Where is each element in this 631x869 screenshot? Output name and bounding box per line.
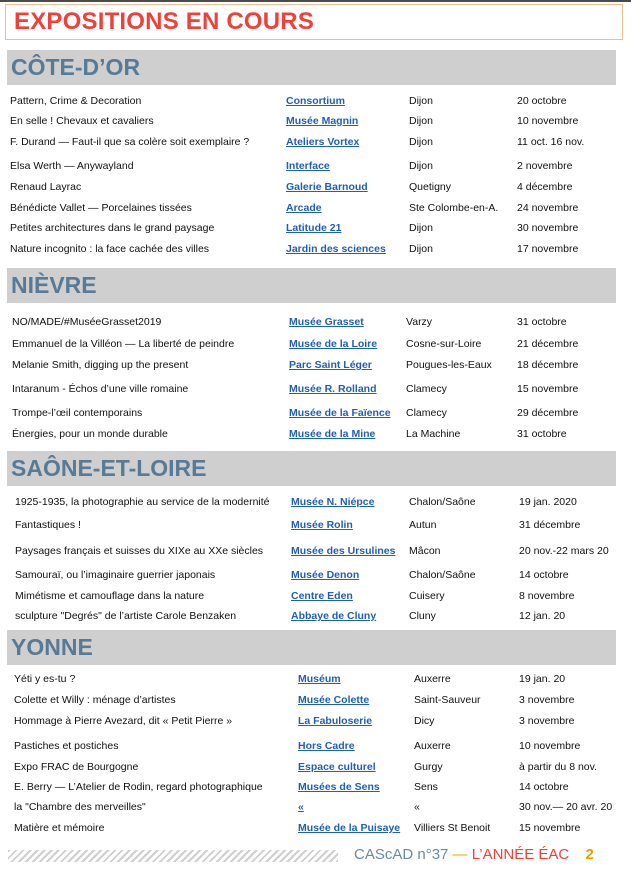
city: Dijon — [409, 136, 433, 148]
exhibition-row — [0, 691, 631, 709]
end-date: 10 novembre — [519, 740, 581, 752]
city: Dijon — [409, 243, 433, 255]
section-title: NIÈVRE — [11, 272, 97, 298]
city: Chalon/Saône — [409, 496, 476, 508]
venue-link[interactable]: Musée de la Faïence — [289, 407, 391, 419]
exhibition-title: Emmanuel de la Villéon — La liberté de peindre — [12, 338, 235, 350]
end-date: 11 oct. 16 nov. — [517, 136, 585, 148]
end-date: 17 novembre — [517, 243, 579, 255]
venue-link[interactable]: Ateliers Vortex — [286, 136, 360, 148]
city: Dijon — [409, 115, 433, 127]
exhibition-row — [0, 380, 631, 398]
city: Auxerre — [414, 673, 451, 685]
venue-link[interactable]: Musée Rolin — [291, 519, 353, 531]
venue-link[interactable]: Arcade — [286, 202, 322, 214]
city: Saint-Sauveur — [414, 694, 481, 706]
venue-link[interactable]: Musée de la Mine — [289, 428, 376, 440]
end-date: 19 jan. 20 — [519, 673, 566, 685]
top-rule — [0, 0, 631, 2]
venue-link[interactable]: Musée R. Rolland — [289, 383, 377, 395]
city: Cosne-sur-Loire — [406, 338, 482, 350]
end-date: 3 novembre — [519, 715, 575, 727]
exhibition-title: NO/MADE/#MuséeGrasset2019 — [12, 316, 162, 328]
exhibition-row — [0, 313, 631, 331]
exhibition-row — [0, 670, 631, 688]
exhibition-row — [0, 737, 631, 755]
exhibition-title: Pastiches et postiches — [14, 740, 119, 752]
end-date: 14 octobre — [519, 569, 569, 581]
venue-link[interactable]: Interface — [286, 160, 330, 172]
city: Villiers St Benoit — [414, 822, 491, 834]
section-title: YONNE — [11, 634, 93, 660]
exhibition-row — [0, 157, 631, 175]
city: « — [414, 801, 420, 813]
city: Dijon — [409, 222, 433, 234]
venue-link[interactable]: Espace culturel — [298, 761, 376, 773]
exhibition-row — [0, 240, 631, 258]
exhibition-title: Mimétisme et camouflage dans la nature — [15, 590, 205, 602]
exhibition-title: Samouraï, ou l’imaginaire guerrier japonais — [15, 569, 216, 581]
end-date: 29 décembre — [517, 407, 579, 419]
section-title: SAÔNE-ET-LOIRE — [11, 455, 207, 481]
exhibition-row — [0, 542, 631, 560]
exhibition-row — [0, 112, 631, 130]
venue-link[interactable]: Latitude 21 — [286, 222, 342, 234]
exhibition-row — [0, 133, 631, 151]
venue-link[interactable]: Consortium — [286, 95, 345, 107]
end-date: 31 décembre — [519, 519, 581, 531]
footer-magazine: CAScAD n°37 — [354, 846, 449, 863]
city: Clamecy — [406, 407, 447, 419]
footer — [354, 846, 594, 863]
end-date: 3 novembre — [519, 694, 575, 706]
venue-link[interactable]: Hors Cadre — [298, 740, 355, 752]
city: Cuisery — [409, 590, 445, 602]
exhibition-row — [0, 712, 631, 730]
end-date: 10 novembre — [517, 115, 579, 127]
page-title: EXPOSITIONS EN COURS — [14, 8, 315, 35]
exhibition-title: Fantastiques ! — [15, 519, 81, 531]
footer-page-number: 2 — [585, 846, 594, 863]
exhibition-title: Renaud Layrac — [10, 181, 82, 193]
exhibition-title: En selle ! Chevaux et cavaliers — [10, 115, 154, 127]
exhibition-title: Énergies, pour un monde durable — [12, 428, 168, 440]
city: Gurgy — [414, 761, 443, 773]
section-header — [7, 268, 616, 303]
city: La Machine — [406, 428, 461, 440]
exhibition-title: E. Berry — L’Atelier de Rodin, regard photographique — [14, 781, 263, 793]
exhibition-title: la "Chambre des merveilles" — [14, 801, 146, 813]
exhibition-title: F. Durand — Faut-il que sa colère soit exemplaire ? — [10, 136, 250, 148]
venue-link[interactable]: Musée Magnin — [286, 115, 359, 127]
exhibition-title: Bénédicte Vallet — Porcelaines tissées — [10, 202, 192, 214]
exhibition-title: Nature incognito : la face cachée des villes — [10, 243, 210, 255]
exhibition-title: Hommage à Pierre Avezard, dit « Petit Pierre » — [14, 715, 233, 727]
end-date: 15 novembre — [519, 822, 581, 834]
city: Autun — [409, 519, 437, 531]
end-date: 12 jan. 20 — [519, 610, 566, 622]
exhibition-row — [0, 335, 631, 353]
end-date: 15 novembre — [517, 383, 579, 395]
city: Quetigny — [409, 181, 452, 193]
end-date: 30 novembre — [517, 222, 579, 234]
venue-link[interactable]: Abbaye de Cluny — [291, 610, 377, 622]
exhibition-title: sculpture "Degrés" de l’artiste Carole Benzaken — [15, 610, 237, 622]
venue-link[interactable]: Musée Grasset — [289, 316, 364, 328]
footer-hatch-pattern — [8, 850, 338, 862]
end-date: 8 novembre — [519, 590, 575, 602]
end-date: 20 octobre — [517, 95, 567, 107]
end-date: 20 nov.-22 mars 20 — [519, 545, 609, 557]
exhibition-row — [0, 758, 631, 776]
city: Dijon — [409, 95, 433, 107]
exhibition-row — [0, 356, 631, 374]
venue-link[interactable]: La Fabuloserie — [298, 715, 373, 727]
exhibition-title: Yéti y es-tu ? — [14, 673, 76, 685]
exhibition-title: 1925-1935, la photographie au service de la modernité — [15, 496, 270, 508]
end-date: 21 décembre — [517, 338, 579, 350]
exhibition-row — [0, 425, 631, 443]
end-date: 31 octobre — [517, 316, 567, 328]
title-box — [5, 4, 623, 40]
city: Pougues-les-Eaux — [406, 359, 492, 371]
venue-link[interactable]: Musée N. Niépce — [291, 496, 375, 508]
footer-issue-title: L’ANNÉE ÉAC — [471, 846, 570, 863]
exhibition-row — [0, 92, 631, 110]
venue-link[interactable]: Musée de la Puisaye — [298, 822, 401, 834]
exhibition-row — [0, 587, 631, 605]
city: Auxerre — [414, 740, 451, 752]
venue-link[interactable]: Musée Denon — [291, 569, 360, 581]
exhibition-title: Petites architectures dans le grand paysage — [10, 222, 215, 234]
venue-link[interactable]: Musée des Ursulines — [291, 545, 396, 557]
section-header — [7, 630, 616, 665]
city: Ste Colombe-en-A. — [409, 202, 499, 214]
section-title: CÔTE-D’OR — [11, 54, 141, 80]
exhibition-title: Elsa Werth — Anywayland — [10, 160, 134, 172]
venue-link[interactable]: Jardin des sciences — [286, 243, 386, 255]
section-header — [7, 50, 616, 85]
city: Varzy — [406, 316, 433, 328]
end-date: 2 novembre — [517, 160, 573, 172]
exhibition-row — [0, 516, 631, 534]
venue-link[interactable]: Galerie Barnoud — [286, 181, 368, 193]
venue-link[interactable]: « — [298, 801, 304, 813]
end-date: 31 octobre — [517, 428, 567, 440]
end-date: 30 nov.— 20 avr. 20 — [519, 801, 613, 813]
exhibition-row — [0, 178, 631, 196]
exhibition-title: Melanie Smith, digging up the present — [12, 359, 189, 371]
exhibition-title: Intaranum - Échos d’une ville romaine — [12, 383, 189, 395]
exhibition-title: Expo FRAC de Bourgogne — [14, 761, 139, 773]
end-date: à partir du 8 nov. — [519, 761, 598, 773]
city: Dicy — [414, 715, 435, 727]
end-date: 24 novembre — [517, 202, 579, 214]
venue-link[interactable]: Musées de Sens — [298, 781, 380, 793]
exhibition-title: Trompe-l’œil contemporains — [12, 407, 143, 419]
footer-dash: — — [452, 846, 468, 863]
venue-link[interactable]: Muséum — [298, 673, 341, 685]
end-date: 14 octobre — [519, 781, 569, 793]
city: Dijon — [409, 160, 433, 172]
exhibition-row — [0, 219, 631, 237]
exhibition-row — [0, 566, 631, 584]
section-header — [7, 451, 616, 486]
exhibition-title: Matière et mémoire — [14, 822, 105, 834]
end-date: 4 décembre — [517, 181, 573, 193]
exhibition-row — [0, 798, 631, 816]
exhibition-row — [0, 778, 631, 796]
city: Cluny — [409, 610, 436, 622]
exhibition-title: Pattern, Crime & Decoration — [10, 95, 142, 107]
exhibition-title: Paysages français et suisses du XIXe au XXe siècles — [15, 545, 264, 557]
venue-link[interactable]: Musée Colette — [298, 694, 370, 706]
city: Chalon/Saône — [409, 569, 476, 581]
venue-link[interactable]: Parc Saint Léger — [289, 359, 372, 371]
exhibition-title: Colette et Willy : ménage d’artistes — [14, 694, 176, 706]
exhibition-row — [0, 819, 631, 837]
end-date: 19 jan. 2020 — [519, 496, 577, 508]
city: Mâcon — [409, 545, 441, 557]
exhibition-row — [0, 404, 631, 422]
venue-link[interactable]: Centre Eden — [291, 590, 353, 602]
end-date: 18 décembre — [517, 359, 579, 371]
city: Sens — [414, 781, 438, 793]
exhibition-row — [0, 493, 631, 511]
venue-link[interactable]: Musée de la Loire — [289, 338, 378, 350]
exhibition-row — [0, 607, 631, 625]
city: Clamecy — [406, 383, 447, 395]
exhibition-row — [0, 199, 631, 217]
